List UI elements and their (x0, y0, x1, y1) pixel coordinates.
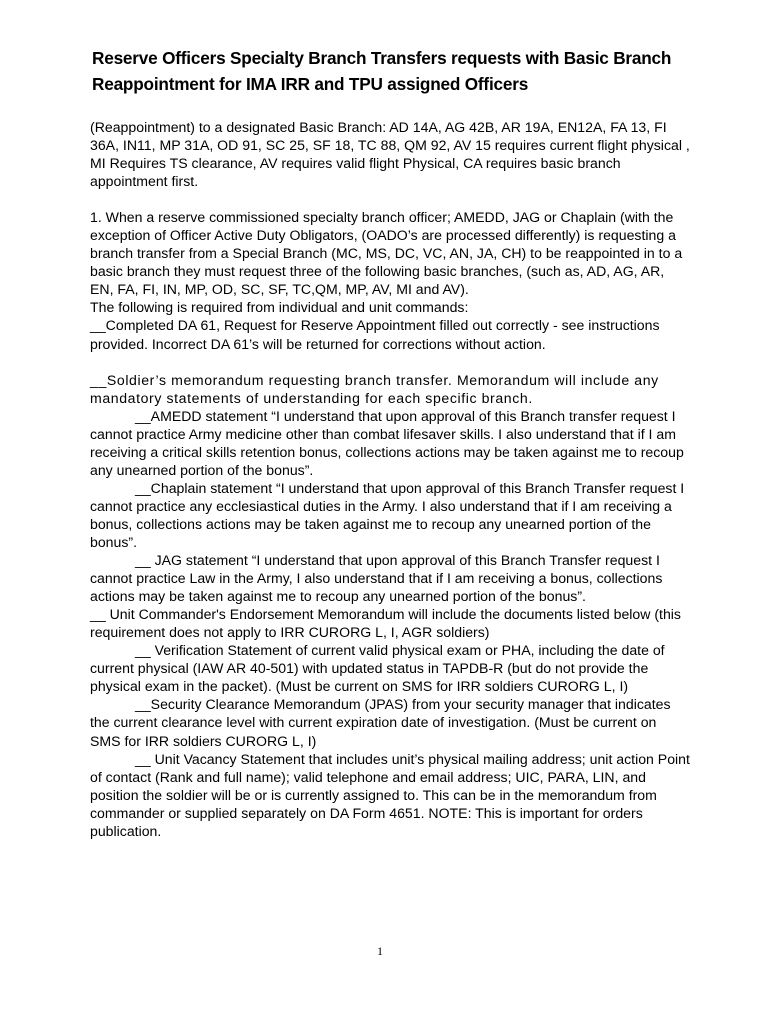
da61-requirement: __Completed DA 61, Request for Reserve Appointment filled out correctly - see instructions provided. Incorrect DA 61’s will be returned for corrections without action. (90, 317, 660, 352)
soldier-memorandum-requirement: __Soldier’s memorandum requesting branch transfer. Memorandum will include any mandatory statements of understanding for each specific branch. (90, 371, 659, 406)
requirements-heading: The following is required from individual and unit commands: (90, 299, 469, 316)
commander-endorsement-requirement: __ Unit Commander's Endorsement Memorandum will include the documents listed below (this requirement does not apply to IRR CURORG L, I, AGR soldiers) (90, 606, 681, 641)
jag-statement: __ JAG statement “I understand that upon approval of this Branch Transfer request I cannot practice Law in the Army, I also understand that if I am receiving a bonus, collections actions may be taken against me to recoup any unearned portion of the bonus”. (90, 552, 663, 605)
item-1-paragraph: 1. When a reserve commissioned specialty branch officer; AMEDD, JAG or Chaplain (with the exception of Officer Active Duty Obligators, (OADO’s are processed differently) is requesting a branch transfer from a Special Branch (MC, MS, DC, VC, AN, JA, CH) to be reappointed in to a basic branch they must request three of the following basic branches, (such as, AD, AG, AR, EN, FA, FI, IN, MP, OD, SC, SF, TC,QM, MP, AV, MI and AV). (90, 209, 683, 298)
paragraph-spacer (90, 190, 690, 208)
physical-verification-statement: __ Verification Statement of current valid physical exam or PHA, including the date of current physical (IAW AR 40-501) with updated status in TAPDB-R (but do not provide the physical exam in the packet). (Must be current on SMS for IRR soldiers CURORG L, I) (90, 642, 665, 695)
unit-vacancy-statement: __ Unit Vacancy Statement that includes unit’s physical mailing address; unit action Point of contact (Rank and full name); valid telephone and email address; UIC, PARA, LIN, and position the soldier will be or is currently assigned to. This can be in the memorandum from commander or supplied separately on DA Form 4651. NOTE: This is important for orders publication. (90, 750, 690, 839)
security-clearance-memorandum: __Security Clearance Memorandum (JPAS) from your security manager that indicates the current clearance level with current expiration date of investigation. (Must be current on SMS for IRR soldiers CURORG L, I) (90, 696, 671, 749)
paragraph-spacer (90, 353, 690, 371)
document-title: Reserve Officers Specialty Branch Transfers requests with Basic Branch Reappointment for IMA IRR and TPU assigned Officers (92, 48, 672, 94)
chaplain-statement: __Chaplain statement “I understand that upon approval of this Branch Transfer request I cannot practice any ecclesiastical duties in the Army. I also understand that if I am receiving a bonus, collections actions may be taken against me to recoup any unearned portion of the bonus”. (90, 479, 685, 550)
amedd-statement: __AMEDD statement “I understand that upon approval of this Branch transfer request I cannot practice Army medicine other than combat lifesaver skills. I also understand that if I am receiving a critical skills retention bonus, collections actions may be taken against me to recoup any unearned portion of the bonus”. (90, 407, 684, 478)
intro-paragraph: (Reappointment) to a designated Basic Branch: AD 14A, AG 42B, AR 19A, EN12A, FA 13, FI 36A, IN11, MP 31A, OD 91, SC 25, SF 18, TC 88, QM 92, AV 15 requires current flight physical , MI Requires TS clearance, AV requires valid flight Physical, CA requires basic branch appointment first. (90, 119, 690, 190)
page-number: 1 (377, 944, 383, 958)
document-body (90, 118, 690, 840)
